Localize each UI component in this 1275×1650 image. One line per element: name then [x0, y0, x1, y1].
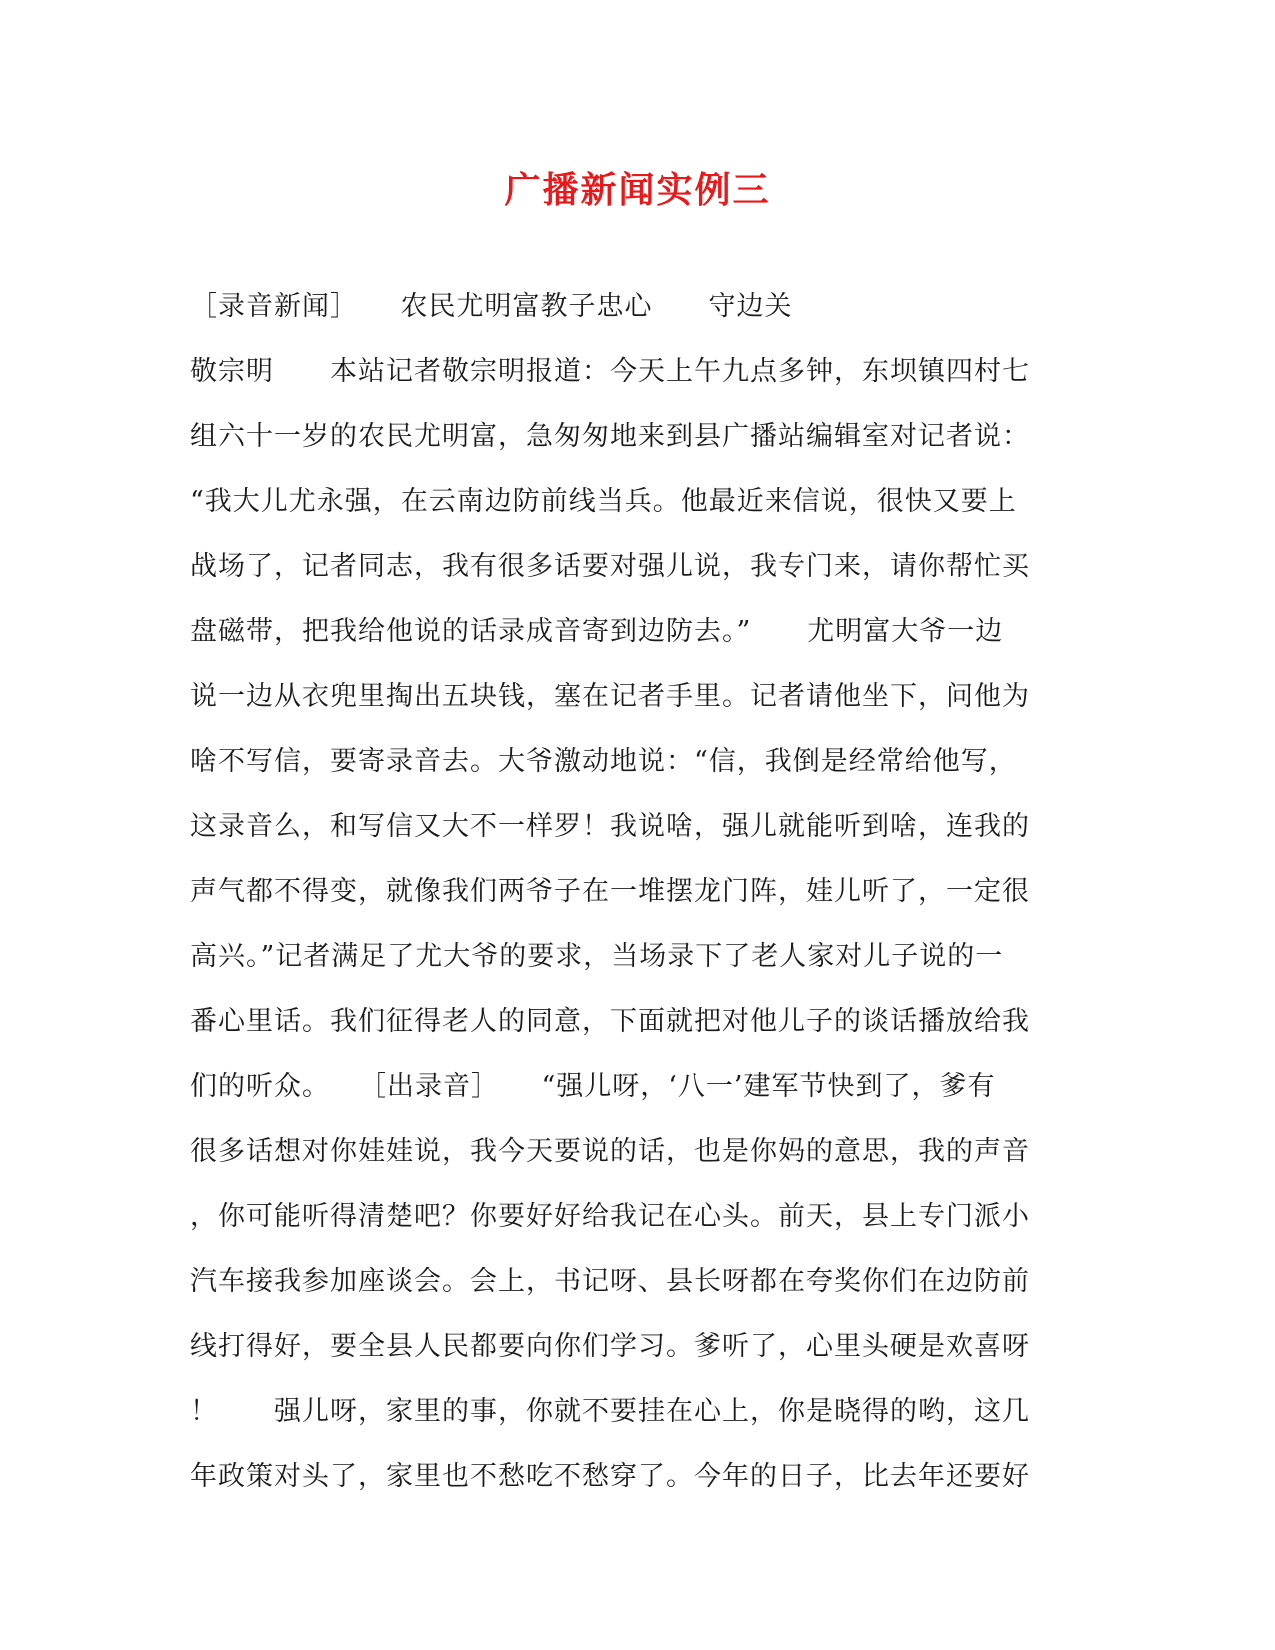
text-line: 盘磁带，把我给他说的话录成音寄到边防去。” 尤明富大爷一边 [190, 616, 1004, 647]
text-line: 声气都不得变，就像我们两爷子在一堆摆龙门阵，娃儿听了，一定很 [190, 876, 1030, 907]
text-line: 组六十一岁的农民尤明富，急匆匆地来到县广播站编辑室对记者说： [190, 421, 1030, 452]
page-title: 广播新闻实例三 [504, 169, 771, 211]
text-line: 敬宗明 本站记者敬宗明报道：今天上午九点多钟，东坝镇四村七 [190, 356, 1030, 387]
text-line: 很多话想对你娃娃说，我今天要说的话，也是你妈的意思，我的声音 [190, 1136, 1030, 1167]
text-line: 汽车接我参加座谈会。会上，书记呀、县长呀都在夸奖你们在边防前 [190, 1266, 1030, 1297]
text-line: “我大儿尤永强，在云南边防前线当兵。他最近来信说，很快又要上 [190, 486, 1017, 517]
text-line: 高兴。”记者满足了尤大爷的要求，当场录下了老人家对儿子说的一 [190, 941, 1004, 972]
text-line: 番心里话。我们征得老人的同意，下面就把对他儿子的谈话播放给我 [190, 1006, 1030, 1037]
text-line: 年政策对头了，家里也不愁吃不愁穿了。今年的日子，比去年还要好 [190, 1461, 1030, 1492]
article-body [190, 282, 1090, 1517]
text-line: 线打得好，要全县人民都要向你们学习。爹听了，心里头硬是欢喜呀 [190, 1331, 1030, 1362]
text-line: ［录音新闻］ 农民尤明富教子忠心 守边关 [190, 291, 793, 322]
text-line: 战场了，记者同志，我有很多话要对强儿说，我专门来，请你帮忙买 [190, 551, 1030, 582]
text-line: 啥不写信，要寄录音去。大爷激动地说：“信，我倒是经常给他写， [190, 746, 1017, 777]
text-line: ！ 强儿呀，家里的事，你就不要挂在心上，你是晓得的哟，这几 [190, 1396, 1030, 1427]
text-line: 这录音么，和写信又大不一样罗！我说啥，强儿就能听到啥，连我的 [190, 811, 1030, 842]
text-line: ，你可能听得清楚吧？你要好好给我记在心头。前天，县上专门派小 [190, 1201, 1030, 1232]
text-line: 说一边从衣兜里掏出五块钱，塞在记者手里。记者请他坐下，问他为 [190, 681, 1030, 712]
text-line: 们的听众。 ［出录音］ “强儿呀，‘八一’建军节快到了，爹有 [190, 1071, 996, 1102]
